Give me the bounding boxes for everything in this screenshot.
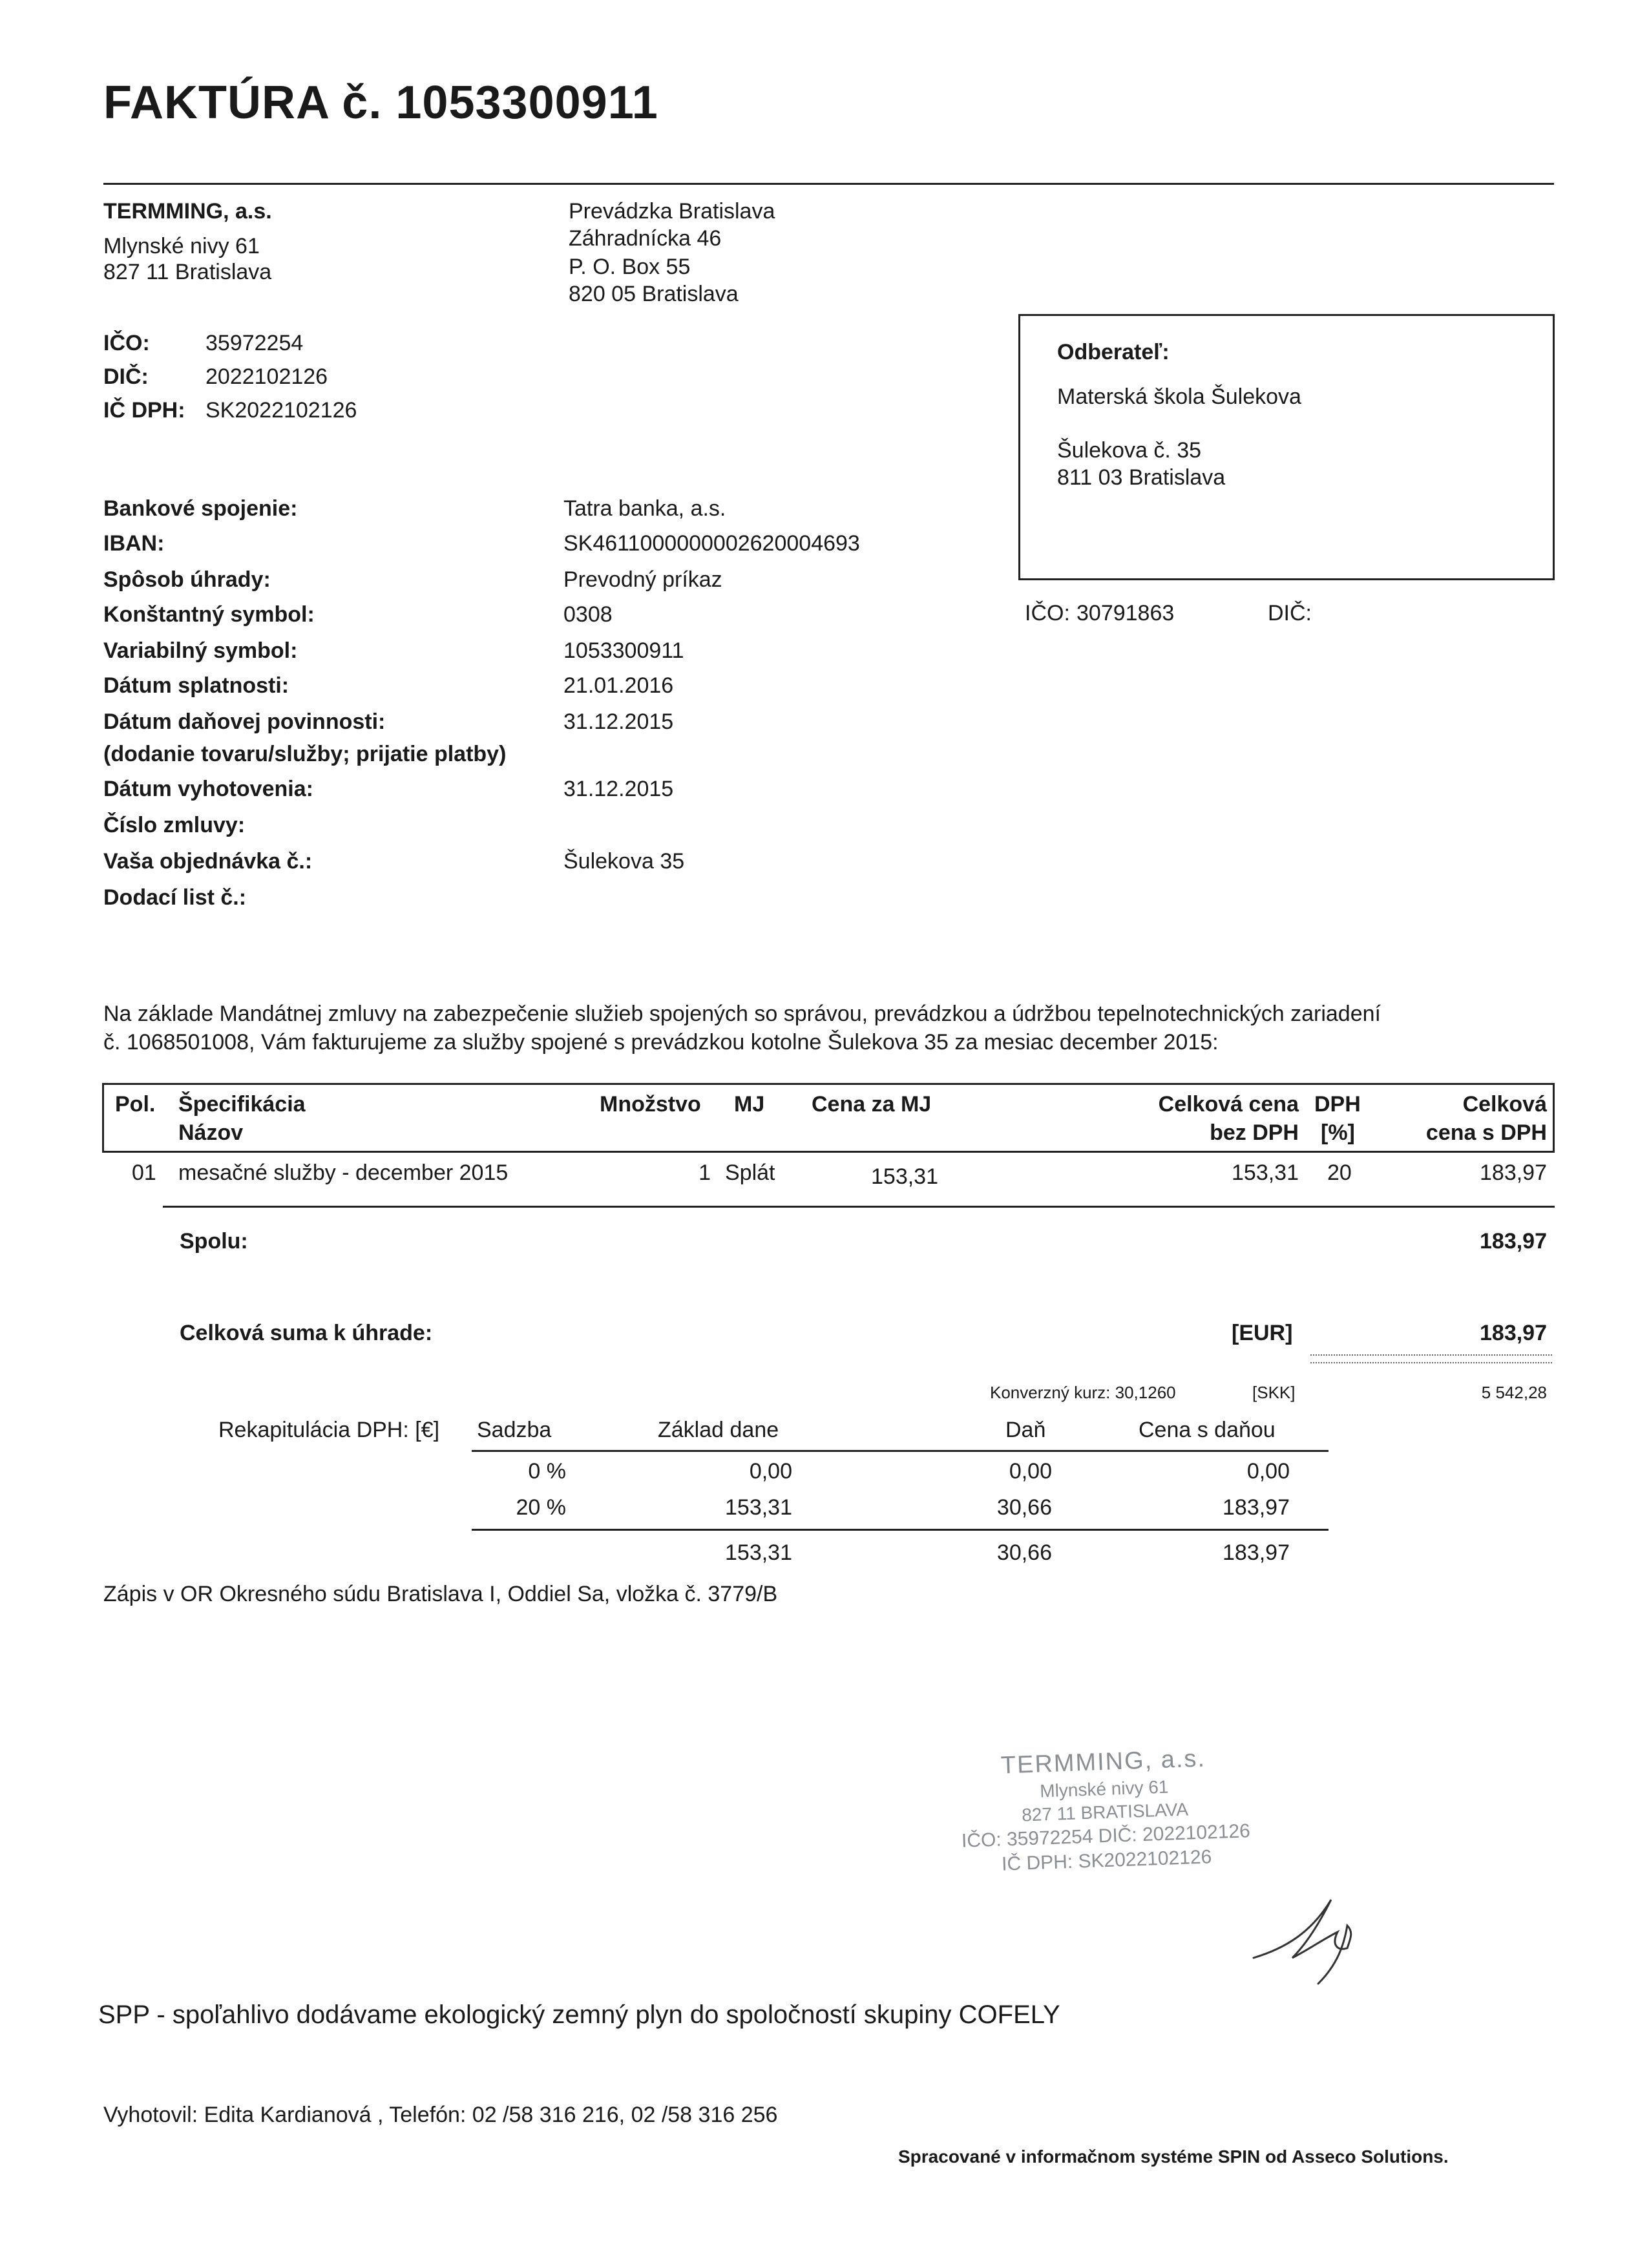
payment-value: 31.12.2015 (563, 777, 674, 801)
total-dotted-line (1310, 1354, 1552, 1356)
table-right-border (1553, 1083, 1555, 1153)
payment-value: SK4611000000002620004693 (563, 531, 860, 556)
col-cena: Cena za MJ (812, 1092, 932, 1117)
payment-label: Variabilný symbol: (103, 638, 298, 663)
branch-line3: P. O. Box 55 (569, 255, 691, 279)
vat-sum-zaklad: 153,31 (725, 1540, 792, 1565)
stamp-line3: 827 11 BRATISLAVA (1021, 1799, 1189, 1825)
customer-street: Šulekova č. 35 (1057, 438, 1202, 463)
payment-value: 0308 (563, 602, 613, 627)
supplier-ico-label: IČO: (103, 331, 150, 355)
col-spec: Špecifikácia (178, 1092, 306, 1117)
payment-label: IBAN: (103, 531, 165, 556)
stamp-line2: Mlynské nivy 61 (1039, 1776, 1169, 1801)
payment-label: (dodanie tovaru/služby; prijatie platby) (103, 742, 507, 766)
payment-label: Spôsob úhrady: (103, 567, 271, 592)
supplier-dic: 2022102126 (205, 364, 328, 389)
vat-row-cena: 183,97 (1223, 1495, 1290, 1520)
col-s-dph-1: Celková (1462, 1092, 1547, 1117)
vat-row-dan: 30,66 (996, 1495, 1052, 1520)
supplier-name: TERMMING, a.s. (103, 199, 272, 224)
supplier-icdph: SK2022102126 (205, 398, 357, 423)
vat-sum-line (472, 1529, 1329, 1531)
row-bez-dph: 153,31 (1232, 1160, 1299, 1185)
payment-label: Konštantný symbol: (103, 602, 315, 627)
payment-label: Dátum daňovej povinnosti: (103, 709, 386, 734)
table-bottom-line (163, 1206, 1555, 1208)
intro-line1: Na základe Mandátnej zmluvy na zabezpečenie služieb spojených so správou, prevádzkou a údržbou tepelnotechnických zariadení (103, 1002, 1381, 1026)
payment-label: Bankové spojenie: (103, 496, 298, 521)
company-stamp (890, 1741, 1320, 1880)
row-nazov: mesačné služby - december 2015 (178, 1160, 509, 1185)
register-note: Zápis v OR Okresného súdu Bratislava I, Oddiel Sa, vložka č. 3779/B (103, 1582, 778, 1606)
supplier-ico: 35972254 (205, 331, 304, 355)
col-nazov: Názov (178, 1120, 244, 1145)
col-s-dph-2: cena s DPH (1425, 1120, 1547, 1145)
payment-label: Dátum vyhotovenia: (103, 777, 313, 801)
vat-sum-cena: 183,97 (1223, 1540, 1290, 1565)
vat-row-dan: 0,00 (1009, 1459, 1052, 1484)
supplier-dic-label: DIČ: (103, 364, 149, 389)
issued-by: Vyhotovil: Edita Kardianová , Telefón: 02 /58 316 216, 02 /58 316 256 (103, 2103, 778, 2127)
vat-sum-dan: 30,66 (996, 1540, 1052, 1565)
branch-line1: Prevádzka Bratislava (569, 199, 775, 224)
stamp-line5: IČ DPH: SK2022102126 (1001, 1846, 1212, 1875)
payment-value: Tatra banka, a.s. (563, 496, 726, 521)
customer-label: Odberateľ: (1057, 340, 1170, 364)
vat-col-zaklad: Základ dane (658, 1418, 779, 1442)
stamp-line4: IČO: 35972254 DIČ: 2022102126 (961, 1820, 1251, 1852)
row-dph: 20 (1327, 1160, 1352, 1185)
spolu-label: Spolu: (180, 1229, 248, 1254)
supplier-icdph-label: IČ DPH: (103, 398, 185, 423)
payment-label: Číslo zmluvy: (103, 813, 246, 837)
row-s-dph: 183,97 (1480, 1160, 1547, 1185)
col-bez-dph-1: Celková cena (1158, 1092, 1299, 1117)
payment-value: Prevodný príkaz (563, 567, 722, 592)
row-pol: 01 (132, 1160, 156, 1185)
currency-label: [EUR] (1232, 1321, 1293, 1345)
conversion-rate: Konverzný kurz: 30,1260 (990, 1383, 1176, 1402)
col-mnozstvo: Množstvo (600, 1092, 701, 1117)
vat-row-cena: 0,00 (1246, 1459, 1290, 1484)
row-cena: 153,31 (871, 1164, 938, 1189)
payment-label: Dátum splatnosti: (103, 673, 289, 698)
payment-value: 31.12.2015 (563, 709, 674, 734)
row-mj: Splát (725, 1160, 775, 1185)
vat-col-sadzba: Sadzba (477, 1418, 552, 1442)
vat-label: Rekapitulácia DPH: [€] (218, 1418, 440, 1442)
total-due-value: 183,97 (1480, 1321, 1547, 1345)
supplier-street: Mlynské nivy 61 (103, 234, 260, 258)
col-pol: Pol. (115, 1092, 156, 1117)
customer-city: 811 03 Bratislava (1057, 465, 1226, 490)
vat-col-dan: Daň (1005, 1418, 1046, 1442)
total-due-label: Celková suma k úhrade: (180, 1321, 433, 1345)
table-left-border (102, 1083, 104, 1153)
title-divider (103, 183, 1554, 185)
vat-col-cena: Cena s daňou (1139, 1418, 1276, 1442)
vat-row-sadzba: 0 % (528, 1459, 566, 1484)
customer-dic-label: DIČ: (1268, 601, 1312, 625)
table-header-line (102, 1151, 1555, 1153)
slogan: SPP - spoľahlivo dodávame ekologický zemný plyn do spoločností skupiny COFELY (98, 2000, 1060, 2029)
col-dph-2: [%] (1321, 1120, 1355, 1145)
skk-value: 5 542,28 (1481, 1383, 1547, 1402)
skk-label: [SKK] (1252, 1383, 1296, 1402)
vat-row-sadzba: 20 % (516, 1495, 566, 1520)
supplier-city: 827 11 Bratislava (103, 260, 272, 284)
vat-row-zaklad: 153,31 (725, 1495, 792, 1520)
vat-header-line (472, 1450, 1329, 1452)
vat-row-zaklad: 0,00 (749, 1459, 792, 1484)
branch-line4: 820 05 Bratislava (569, 282, 739, 306)
stamp-line1: TERMMING, a.s. (1000, 1745, 1206, 1780)
customer-name: Materská škola Šulekova (1057, 384, 1301, 409)
system-note: Spracované v informačnom systéme SPIN od Asseco Solutions. (898, 2147, 1449, 2167)
col-mj: MJ (734, 1092, 765, 1117)
total-dotted-line-2 (1310, 1362, 1552, 1363)
payment-label: Vaša objednávka č.: (103, 849, 313, 874)
spolu-value: 183,97 (1480, 1229, 1547, 1254)
payment-value: 1053300911 (563, 638, 684, 663)
payment-value: 21.01.2016 (563, 673, 674, 698)
customer-ico-label: IČO: (1025, 601, 1070, 625)
payment-label: Dodací list č.: (103, 885, 247, 910)
col-bez-dph-2: bez DPH (1210, 1120, 1299, 1145)
customer-ico: 30791863 (1077, 601, 1175, 625)
intro-line2: č. 1068501008, Vám fakturujeme za služby spojené s prevádzkou kotolne Šulekova 35 za mesiac december 2015: (103, 1030, 1219, 1055)
table-top-line (102, 1083, 1555, 1085)
invoice-title: FAKTÚRA č. 1053300911 (103, 77, 658, 129)
signature (1241, 1887, 1370, 1990)
branch-line2: Záhradnícka 46 (569, 226, 722, 251)
col-dph-1: DPH (1314, 1092, 1361, 1117)
row-mnozstvo: 1 (698, 1160, 711, 1185)
payment-value: Šulekova 35 (563, 849, 685, 874)
